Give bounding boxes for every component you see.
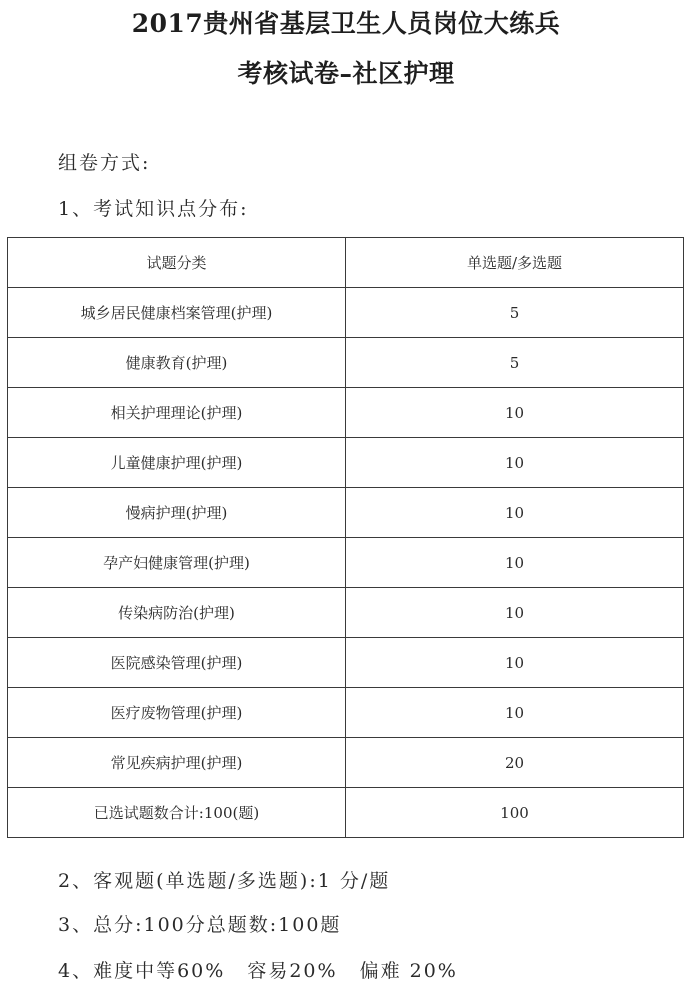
document-subtitle: 考核试卷–社区护理 — [237, 59, 455, 88]
document-title: 2017贵州省基层卫生人员岗位大练兵 — [131, 9, 561, 38]
table-row — [8, 438, 684, 488]
table-row — [8, 288, 684, 338]
row-category: 相关护理理论(护理) — [8, 388, 346, 438]
difficulty-hard: 偏难 20% — [359, 960, 458, 982]
table-row — [8, 338, 684, 388]
table-row — [8, 388, 684, 438]
row-count: 10 — [346, 538, 684, 588]
section-difficulty — [58, 956, 458, 983]
table-total-row — [8, 788, 684, 838]
table-row — [8, 738, 684, 788]
row-category: 城乡居民健康档案管理(护理) — [8, 288, 346, 338]
total-count: 100 — [346, 788, 684, 838]
table-row — [8, 588, 684, 638]
row-count: 10 — [346, 488, 684, 538]
table-header-row — [8, 238, 684, 288]
total-label: 已选试题数合计:100(题) — [8, 788, 346, 838]
header-category: 试题分类 — [8, 238, 346, 288]
table-row — [8, 538, 684, 588]
row-count: 5 — [346, 288, 684, 338]
row-category: 孕产妇健康管理(护理) — [8, 538, 346, 588]
section-total: 3、总分:100分总题数:100题 — [58, 914, 342, 936]
section-method: 组卷方式: — [58, 152, 151, 174]
row-category: 传染病防治(护理) — [8, 588, 346, 638]
difficulty-medium: 4、难度中等60% — [58, 960, 226, 982]
row-category: 医疗废物管理(护理) — [8, 688, 346, 738]
distribution-table — [7, 237, 684, 838]
row-count: 10 — [346, 588, 684, 638]
table-row — [8, 488, 684, 538]
difficulty-easy: 容易20% — [247, 960, 338, 982]
row-category: 儿童健康护理(护理) — [8, 438, 346, 488]
row-count: 10 — [346, 388, 684, 438]
section-objective: 2、客观题(单选题/多选题):1 分/题 — [58, 870, 391, 892]
row-category: 常见疾病护理(护理) — [8, 738, 346, 788]
row-category: 医院感染管理(护理) — [8, 638, 346, 688]
row-count: 10 — [346, 638, 684, 688]
row-category: 慢病护理(护理) — [8, 488, 346, 538]
row-count: 10 — [346, 438, 684, 488]
section-distribution: 1、考试知识点分布: — [58, 198, 249, 220]
row-category: 健康教育(护理) — [8, 338, 346, 388]
header-question-type: 单选题/多选题 — [346, 238, 684, 288]
row-count: 5 — [346, 338, 684, 388]
table-row — [8, 688, 684, 738]
row-count: 20 — [346, 738, 684, 788]
table-row — [8, 638, 684, 688]
row-count: 10 — [346, 688, 684, 738]
